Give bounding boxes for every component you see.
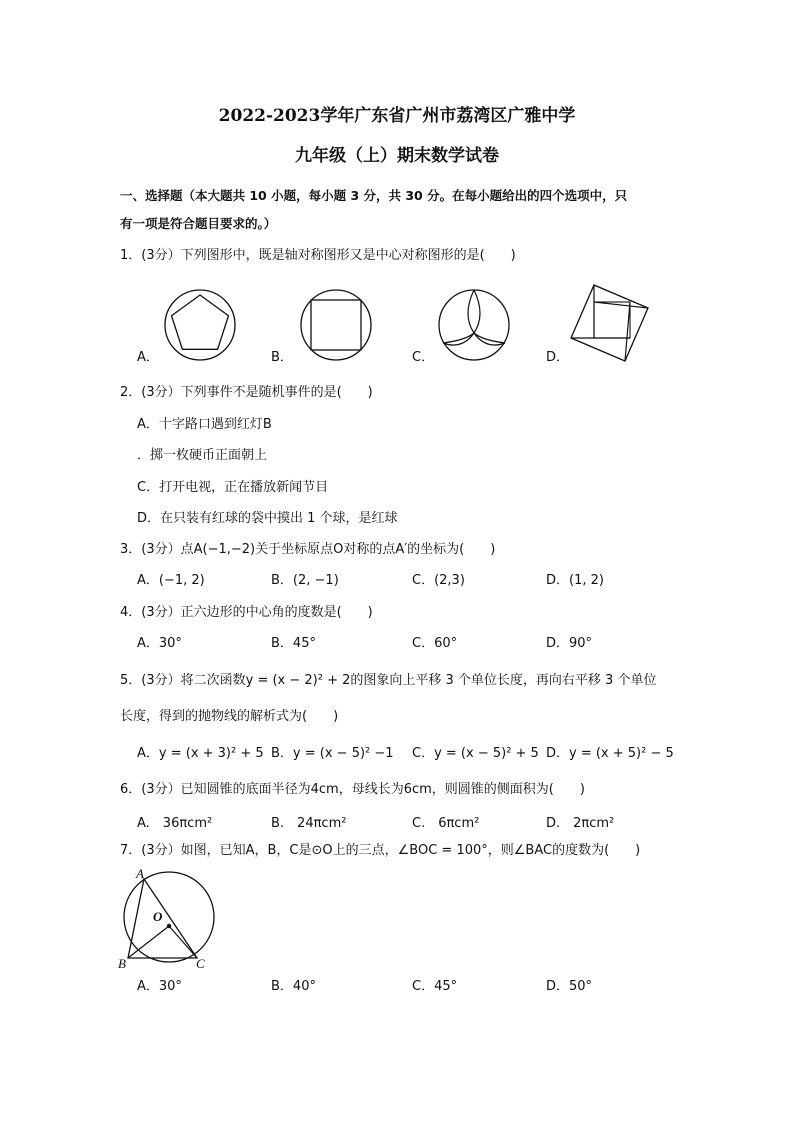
q7-label-c: C — [196, 956, 205, 971]
section-heading-line1: 一、选择题（本大题共 10 小题，每小题 3 分，共 30 分。在每小题给出的四个选项中，只 — [120, 188, 628, 203]
q7-option-a: A．30° — [137, 979, 182, 994]
q3-option-c: C．(2,3) — [412, 573, 465, 588]
q3-stem: 3．(3分）点A(−1,−2)关于坐标原点O对称的点A′的坐标为( ) — [120, 542, 496, 557]
q5-stem-line2: 长度，得到的抛物线的解析式为( ) — [120, 709, 339, 724]
q6-option-a: A. 36πcm² — [137, 816, 213, 831]
q7-option-d: D．50° — [546, 979, 593, 994]
q3-option-d: D．(1, 2) — [546, 573, 604, 588]
q7-stem: 7．(3分）如图，已知A，B，C是⊙O上的三点，∠BOC = 100°，则∠BAC的度数为( ) — [120, 843, 641, 858]
q6-option-c: C. 6πcm² — [412, 816, 480, 831]
q7-label-b: B — [118, 956, 126, 971]
q1-option-a: A． — [137, 350, 159, 365]
q5-option-b: B．y = (x − 5)² −1 — [271, 746, 394, 761]
q7-option-b: B．40° — [271, 979, 316, 994]
q1-option-c: C． — [412, 350, 435, 365]
q4-option-a: A．30° — [137, 636, 182, 651]
q4-option-d: D．90° — [546, 636, 593, 651]
q3-option-b: B．(2, −1) — [271, 573, 339, 588]
q2-option-a: A．十字路口遇到红灯B — [137, 417, 272, 432]
section-heading-line2: 有一项是符合题目要求的。） — [120, 216, 277, 231]
q7-option-c: C．45° — [412, 979, 458, 994]
q5-option-c: C．y = (x − 5)² + 5 — [412, 746, 539, 761]
q7-label-a: A — [136, 866, 144, 881]
q1-option-b: B． — [271, 350, 293, 365]
q6-option-d: D. 2πcm² — [546, 816, 615, 831]
q2-option-b: ．掷一枚硬币正面朝上 — [137, 448, 268, 463]
q4-option-c: C．60° — [412, 636, 458, 651]
q5-stem-line1: 5．(3分）将二次函数y = (x − 2)² + 2的图象向上平移 3 个单位长度，再向右平移 3 个单位 — [120, 673, 657, 688]
q1-figure-c — [434, 285, 514, 365]
q1-figure-a — [160, 285, 240, 365]
paper-title-line2: 九年级（上）期末数学试卷 — [295, 146, 499, 166]
q7-circle-figure — [114, 862, 224, 974]
q1-option-d: D． — [546, 350, 570, 365]
q1-stem: 1．(3分）下列图形中，既是轴对称图形又是中心对称图形的是( ) — [120, 248, 516, 263]
paper-title-line1: 2022-2023学年广东省广州市荔湾区广雅中学 — [218, 106, 576, 126]
q6-option-b: B. 24πcm² — [271, 816, 347, 831]
q2-option-d: D．在只装有红球的袋中摸出 1 个球，是红球 — [137, 511, 398, 526]
q5-option-a: A．y = (x + 3)² + 5 — [137, 746, 264, 761]
q2-option-c: C．打开电视，正在播放新闻节目 — [137, 480, 329, 495]
q4-stem: 4．(3分）正六边形的中心角的度数是( ) — [120, 605, 373, 620]
q6-stem: 6．(3分）已知圆锥的底面半径为4cm，母线长为6cm，则圆锥的侧面积为( ) — [120, 782, 585, 797]
q3-option-a: A．(−1, 2) — [137, 573, 205, 588]
q4-option-b: B．45° — [271, 636, 316, 651]
q1-figure-b — [296, 285, 376, 365]
q7-label-o: O — [153, 909, 163, 924]
q1-figure-d — [568, 282, 652, 364]
q2-stem: 2．(3分）下列事件不是随机事件的是( ) — [120, 385, 373, 400]
q5-option-d: D．y = (x + 5)² − 5 — [546, 746, 674, 761]
